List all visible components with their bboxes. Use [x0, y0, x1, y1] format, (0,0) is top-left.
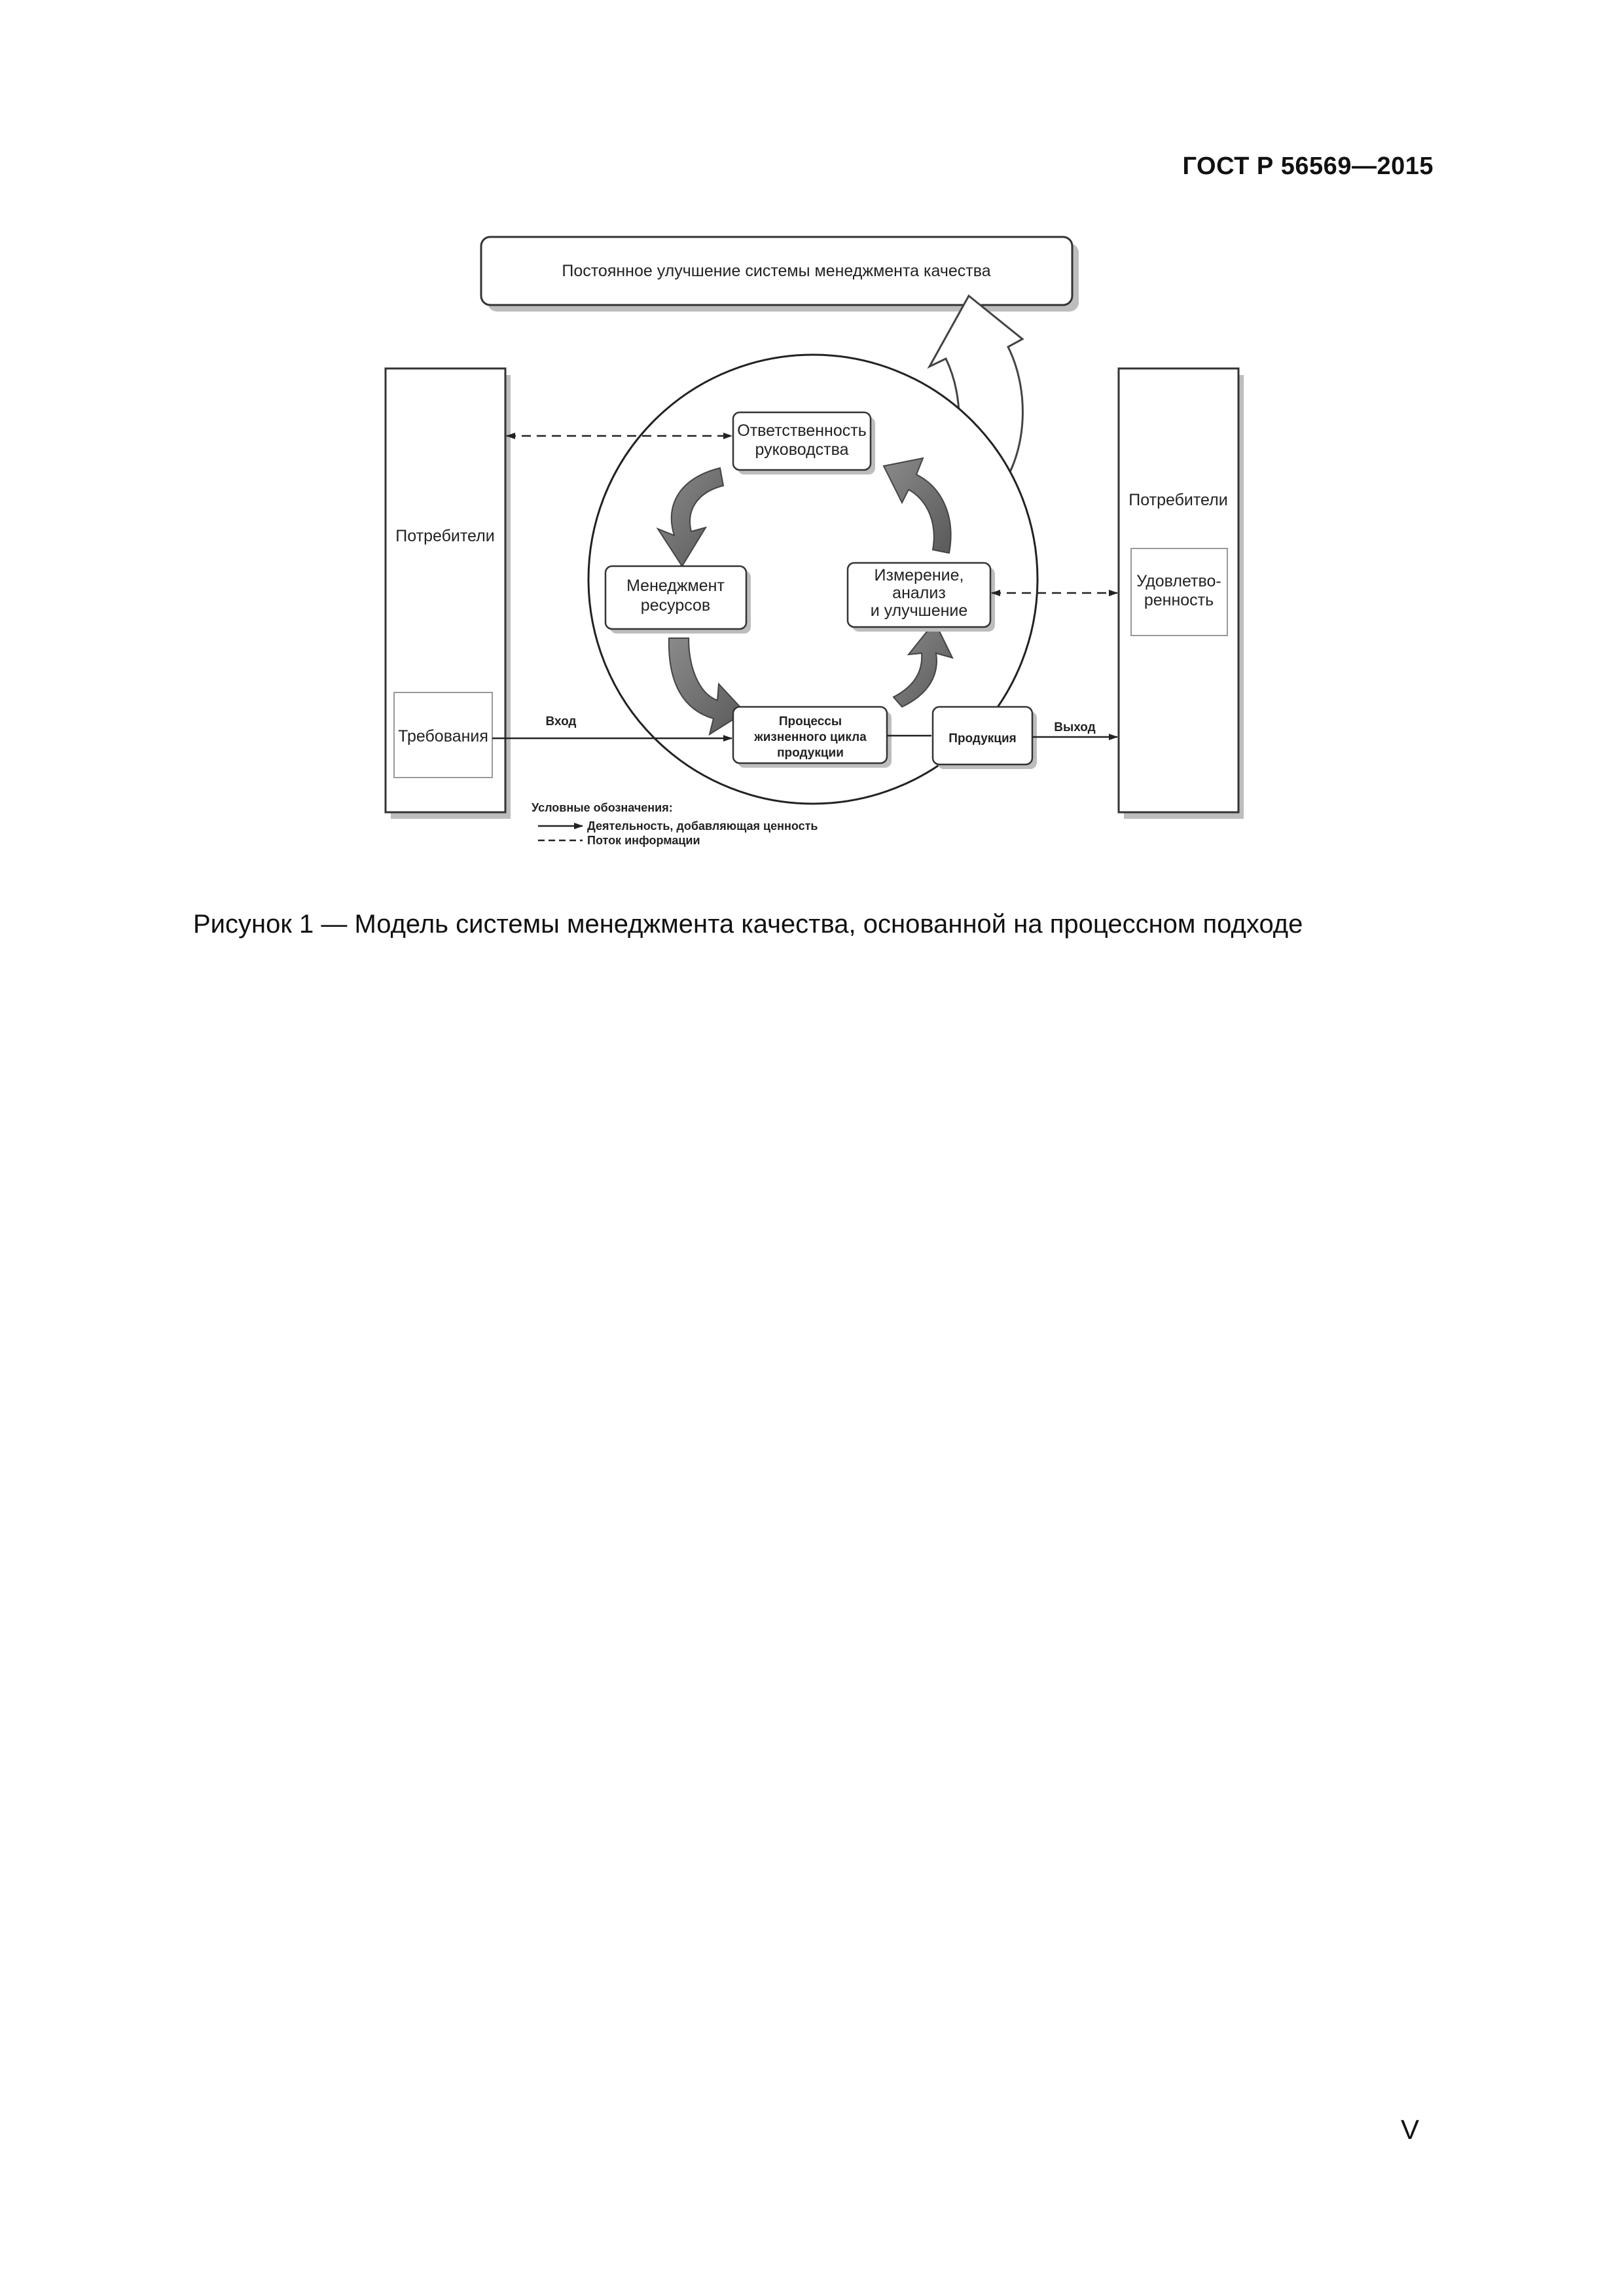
customers-left-column [386, 368, 511, 819]
customers-right-column [1119, 368, 1244, 819]
legend-info-flow: Поток информации [587, 834, 700, 847]
requirements-label: Требования [398, 727, 488, 745]
resource-management-line2: ресурсов [640, 596, 711, 615]
lifecycle-line1: Процессы [778, 715, 842, 728]
lifecycle-line2: жизненного цикла [754, 730, 867, 744]
satisfaction-label-line2: ренность [1144, 591, 1214, 609]
product-lifecycle-box [733, 707, 892, 768]
management-responsibility-line1: Ответственность [737, 422, 867, 440]
customers-left-label: Потребители [395, 527, 495, 545]
management-responsibility-box [733, 412, 875, 475]
qms-diagram [0, 0, 1624, 916]
measurement-line1: Измерение, [874, 566, 964, 584]
legend [532, 801, 818, 847]
lifecycle-line3: продукции [777, 746, 844, 760]
management-responsibility-line2: руководства [755, 440, 849, 459]
improvement-banner-label: Постоянное улучшение системы менеджмента качества [562, 262, 991, 280]
resource-management-line1: Менеджмент [626, 577, 725, 595]
figure-caption: Рисунок 1 — Модель системы менеджмента качества, основанной на процессном подходе [193, 910, 1303, 939]
input-label: Вход [545, 715, 577, 728]
output-label: Выход [1054, 721, 1096, 734]
product-label: Продукция [948, 732, 1017, 745]
standard-id: ГОСТ Р 56569—2015 [1182, 152, 1434, 180]
qms-process-model-figure [0, 0, 1624, 916]
product-box [933, 707, 1037, 769]
legend-title: Условные обозначения: [532, 801, 673, 814]
legend-value-added: Деятельность, добавляющая ценность [587, 819, 818, 833]
measurement-analysis-box [848, 563, 995, 632]
satisfaction-label-line1: Удовлетво- [1136, 572, 1221, 590]
improvement-banner [481, 237, 1079, 312]
measurement-line2: анализ [892, 584, 946, 602]
measurement-line3: и улучшение [870, 601, 968, 620]
resource-management-box [605, 566, 751, 634]
page-number: V [1401, 2114, 1420, 2145]
customers-right-label: Потребители [1128, 491, 1228, 509]
